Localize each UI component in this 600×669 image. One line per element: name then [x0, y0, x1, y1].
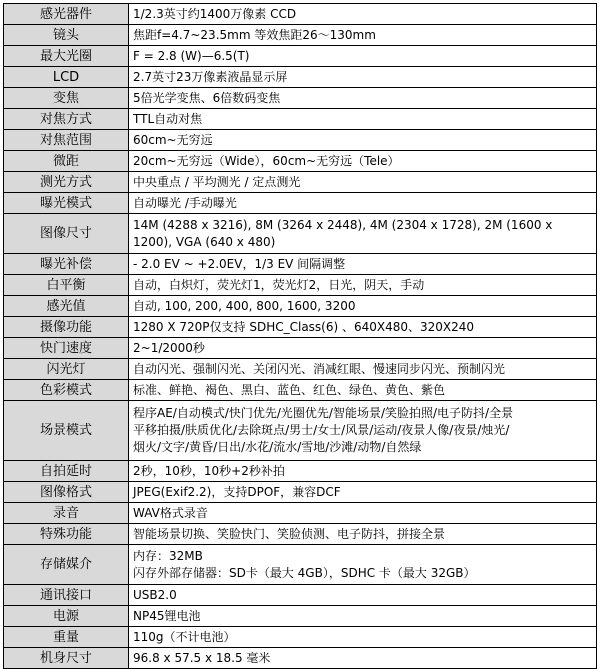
spec-table — [3, 3, 597, 669]
spec-key: 镜头 — [4, 25, 129, 46]
spec-value-line: 60cm~无穷远 — [133, 132, 213, 147]
spec-value-line: 焦距f=4.7~23.5mm 等效焦距26～130mm — [133, 27, 376, 42]
spec-value — [129, 130, 597, 151]
spec-row — [4, 648, 597, 669]
spec-value — [129, 338, 597, 359]
spec-key: 白平衡 — [4, 275, 129, 296]
spec-value-line: 自动, 100, 200, 400, 800, 1600, 3200 — [133, 298, 356, 313]
spec-sheet — [3, 3, 597, 669]
spec-row — [4, 214, 597, 254]
spec-row — [4, 482, 597, 503]
spec-value-line: 2~1/2000秒 — [133, 340, 205, 355]
spec-value — [129, 606, 597, 627]
spec-value-line: 1/2.3英寸约1400万像素 CCD — [133, 6, 297, 21]
spec-key: 感光器件 — [4, 4, 129, 25]
spec-row — [4, 503, 597, 524]
spec-key: LCD — [4, 67, 129, 88]
spec-value — [129, 627, 597, 648]
spec-value — [129, 296, 597, 317]
spec-key: 场景模式 — [4, 401, 129, 461]
spec-value — [129, 88, 597, 109]
spec-value — [129, 648, 597, 669]
spec-key: 通讯接口 — [4, 585, 129, 606]
spec-row — [4, 338, 597, 359]
spec-key: 闪光灯 — [4, 359, 129, 380]
spec-value — [129, 25, 597, 46]
spec-key: 最大光圈 — [4, 46, 129, 67]
spec-row — [4, 275, 597, 296]
spec-key: 曝光模式 — [4, 193, 129, 214]
spec-row — [4, 524, 597, 545]
spec-value-line: 自动曝光 /手动曝光 — [133, 195, 237, 210]
spec-row — [4, 109, 597, 130]
spec-key: 对焦方式 — [4, 109, 129, 130]
spec-key: 曝光补偿 — [4, 254, 129, 275]
spec-row — [4, 359, 597, 380]
spec-value-line: 2秒，10秒，10秒+2秒补拍 — [133, 463, 285, 478]
spec-value-line: 14M (4288 x 3216), 8M (3264 x 2448), 4M (2304 x 1728), 2M (1600 x — [133, 217, 553, 232]
spec-value-line: 1200), VGA (640 x 480) — [133, 234, 276, 249]
spec-value-line: 自动闪光、强制闪光、关闭闪光、消减红眼、慢速同步闪光、预制闪光 — [133, 361, 506, 376]
spec-key: 感光值 — [4, 296, 129, 317]
spec-value-line: NP45锂电池 — [133, 608, 201, 623]
spec-value-line: 程序AE/自动模式/快门优先/光圈优先/智能场景/笑脸拍照/电子防抖/全景 — [133, 406, 514, 420]
spec-row — [4, 88, 597, 109]
spec-table-body — [4, 4, 597, 669]
spec-row — [4, 4, 597, 25]
spec-key: 自拍延时 — [4, 461, 129, 482]
spec-value-line: 烟火/文字/黄昏/日出/水花/流水/雪地/沙滩/动物/自然绿 — [133, 440, 422, 454]
spec-value-line: 闪存外部存储器：SD卡（最大 4GB），SDHC 卡（最大 32GB） — [133, 565, 476, 580]
spec-row — [4, 401, 597, 461]
spec-value-line: 自动，白炽灯，荧光灯1，荧光灯2，日光，阴天，手动 — [133, 277, 425, 292]
spec-value-line: 2.7英寸23万像素液晶显示屏 — [133, 69, 288, 84]
spec-row — [4, 627, 597, 648]
spec-row — [4, 606, 597, 627]
spec-value-line: 110g（不计电池） — [133, 629, 236, 644]
spec-row — [4, 67, 597, 88]
spec-value — [129, 545, 597, 585]
spec-value-line: 智能场景切换、笑脸快门、笑脸侦测、电子防抖，拼接全景 — [133, 526, 446, 541]
spec-value — [129, 359, 597, 380]
spec-value — [129, 585, 597, 606]
spec-value-line: USB2.0 — [133, 587, 177, 602]
spec-row — [4, 296, 597, 317]
spec-value — [129, 151, 597, 172]
spec-value — [129, 172, 597, 193]
spec-row — [4, 545, 597, 585]
spec-value — [129, 193, 597, 214]
spec-key: 电源 — [4, 606, 129, 627]
spec-key: 变焦 — [4, 88, 129, 109]
spec-key: 测光方式 — [4, 172, 129, 193]
spec-key: 录音 — [4, 503, 129, 524]
spec-value-line: TTL自动对焦 — [133, 111, 203, 126]
spec-value — [129, 380, 597, 401]
spec-key: 特殊功能 — [4, 524, 129, 545]
spec-value — [129, 254, 597, 275]
spec-value — [129, 46, 597, 67]
spec-value-line: 平移拍摄/肤质优化/去除斑点/男士/女士/风景/运动/夜景人像/夜景/烛光/ — [133, 423, 510, 437]
spec-value — [129, 317, 597, 338]
spec-value-line: F = 2.8 (W)—6.5(T) — [133, 48, 250, 63]
spec-key: 图像尺寸 — [4, 214, 129, 254]
spec-value — [129, 214, 597, 254]
spec-value — [129, 524, 597, 545]
spec-row — [4, 380, 597, 401]
spec-key: 摄像功能 — [4, 317, 129, 338]
spec-row — [4, 317, 597, 338]
spec-value — [129, 401, 597, 461]
spec-value — [129, 482, 597, 503]
spec-value — [129, 461, 597, 482]
spec-value — [129, 503, 597, 524]
spec-value-line: 标准、鲜艳、褐色、黑白、蓝色、红色、绿色、黄色、紫色 — [133, 382, 446, 397]
spec-value-line: WAV格式录音 — [133, 505, 208, 520]
spec-row — [4, 585, 597, 606]
spec-value-line: 20cm~无穷远（Wide），60cm~无穷远（Tele） — [133, 153, 400, 168]
spec-row — [4, 130, 597, 151]
spec-key: 图像格式 — [4, 482, 129, 503]
spec-key: 微距 — [4, 151, 129, 172]
spec-row — [4, 461, 597, 482]
spec-value — [129, 275, 597, 296]
spec-row — [4, 25, 597, 46]
spec-value — [129, 4, 597, 25]
spec-value — [129, 109, 597, 130]
spec-key: 对焦范围 — [4, 130, 129, 151]
spec-row — [4, 172, 597, 193]
spec-value — [129, 67, 597, 88]
spec-value-line: 5倍光学变焦、6倍数码变焦 — [133, 90, 281, 105]
spec-value-line: JPEG(Exif2.2)，支持DPOF，兼容DCF — [133, 484, 341, 499]
spec-value-line: 96.8 x 57.5 x 18.5 毫米 — [133, 650, 271, 665]
spec-value-line: 1280 X 720P仅支持 SDHC_Class(6) 、640X480、320X240 — [133, 319, 475, 334]
spec-value-line: 内存：32MB — [133, 548, 203, 563]
spec-key: 机身尺寸 — [4, 648, 129, 669]
spec-value-line: 中央重点 / 平均测光 / 定点测光 — [133, 174, 301, 189]
spec-key: 存储媒介 — [4, 545, 129, 585]
spec-key: 色彩模式 — [4, 380, 129, 401]
spec-value-line: - 2.0 EV ~ +2.0EV，1/3 EV 间隔调整 — [133, 256, 346, 271]
spec-key: 重量 — [4, 627, 129, 648]
spec-key: 快门速度 — [4, 338, 129, 359]
spec-row — [4, 254, 597, 275]
spec-row — [4, 46, 597, 67]
spec-row — [4, 151, 597, 172]
spec-row — [4, 193, 597, 214]
